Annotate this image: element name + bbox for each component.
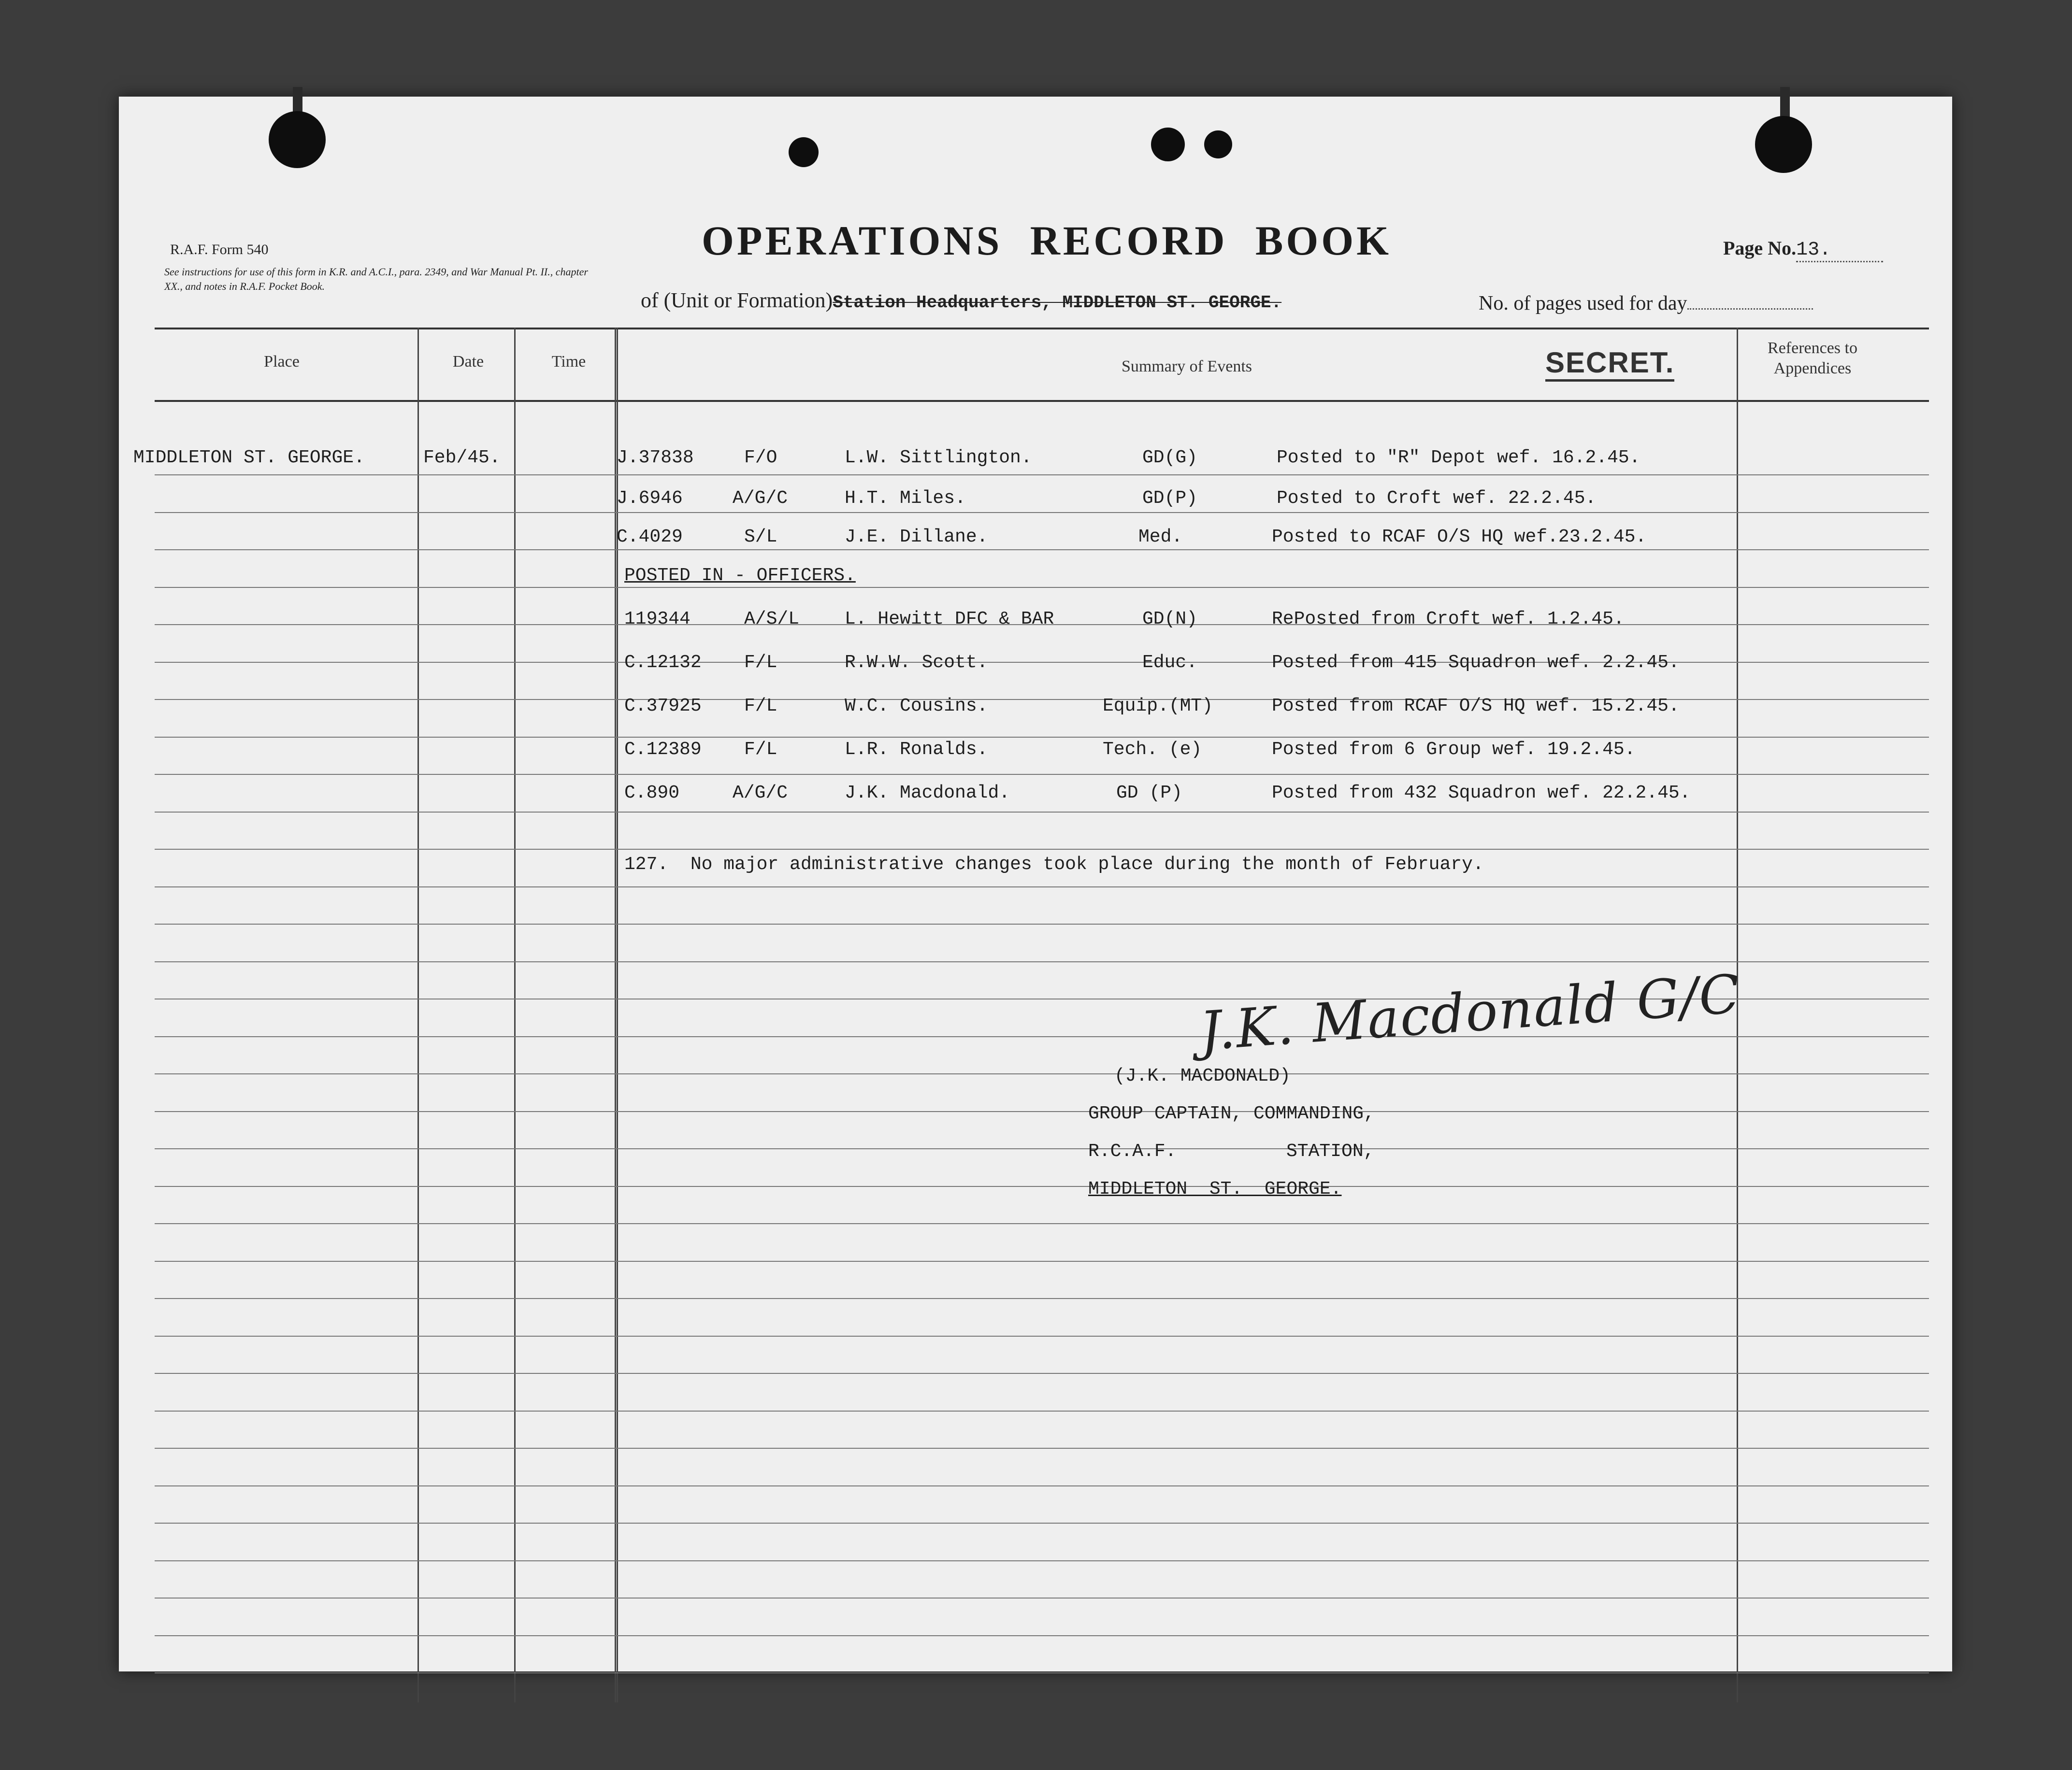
ruled-line: [155, 886, 1929, 887]
branch: GD(G): [1142, 447, 1198, 468]
page-title: OPERATIONS RECORD BOOK: [702, 217, 1392, 264]
ruled-line: [155, 1073, 1929, 1074]
handwritten-signature: J.K. Macdonald G/C: [1197, 963, 1743, 1062]
form-instructions: See instructions for use of this form in K.R. and A.C.I., para. 2349, and War Manual Pt. II., chapter XX., and notes in R.A.F. Pocket Book.: [164, 266, 588, 292]
note-127: 127. No major administrative changes took place during the month of February.: [624, 854, 1484, 875]
rank: F/L: [744, 652, 777, 673]
ruled-line: [155, 1523, 1929, 1524]
ruled-line: [155, 1560, 1929, 1561]
ruled-line: [155, 737, 1929, 738]
officer-name: L.W. Sittlington.: [845, 447, 1032, 468]
officer-name: J.E. Dillane.: [845, 527, 988, 547]
branch: Equip.(MT): [1103, 696, 1213, 716]
column-header-references: References to Appendices: [1768, 339, 1857, 377]
service-number: 119344: [624, 609, 691, 629]
ruled-line: [155, 1298, 1929, 1299]
officer-name: H.T. Miles.: [845, 488, 966, 509]
page-number-value: 13.: [1796, 239, 1883, 262]
rank: A/G/C: [733, 488, 788, 509]
ruled-line: [155, 924, 1929, 925]
pages-used-blank: [1687, 308, 1813, 310]
officer-name: L.R. Ronalds.: [845, 739, 988, 760]
signatory-location: MIDDLETON ST. GEORGE.: [1088, 1179, 1342, 1199]
ruled-line: [155, 1411, 1929, 1412]
column-header-date: Date: [452, 353, 484, 371]
unit-value: Station Headquarters, MIDDLETON ST. GEORGE.: [833, 293, 1282, 313]
rank: F/L: [744, 739, 777, 760]
branch: GD (P): [1116, 783, 1182, 803]
branch: GD(N): [1142, 609, 1198, 629]
ruled-line: [155, 474, 1929, 475]
punch-hole-right: [1755, 116, 1812, 173]
event: Posted from 6 Group wef. 19.2.45.: [1272, 739, 1636, 760]
signatory-station: STATION,: [1286, 1141, 1375, 1162]
ruled-line: [155, 1223, 1929, 1224]
ruled-line: [155, 774, 1929, 775]
event: Posted from 432 Squadron wef. 22.2.45.: [1272, 783, 1691, 803]
officer-name: R.W.W. Scott.: [845, 652, 988, 673]
service-number: C.12389: [624, 739, 702, 760]
ruled-line: [155, 961, 1929, 962]
ruled-line: [155, 1036, 1929, 1037]
ruled-line: [155, 1373, 1929, 1374]
service-number: J.6946: [617, 488, 683, 509]
branch: Educ.: [1142, 652, 1198, 673]
event: Posted to Croft wef. 22.2.45.: [1277, 488, 1597, 509]
column-header-time: Time: [551, 353, 586, 371]
ruled-line: [155, 1598, 1929, 1599]
branch: Med.: [1138, 527, 1183, 547]
rank: A/G/C: [733, 783, 788, 803]
officer-name: L. Hewitt DFC & BAR: [845, 609, 1054, 629]
column-divider-2: [514, 328, 516, 1702]
ruled-line: [155, 512, 1929, 513]
column-divider-1: [417, 328, 419, 1702]
service-number: C.890: [624, 783, 680, 803]
form-number: R.A.F. Form 540: [170, 242, 269, 257]
ruled-line: [155, 1448, 1929, 1449]
unit-line: [641, 288, 1281, 313]
rank: F/L: [744, 696, 777, 716]
punch-hole-mid-1: [789, 137, 819, 167]
pages-used: [1479, 292, 1813, 315]
record-sheet: [119, 97, 1952, 1671]
rank: S/L: [744, 527, 777, 547]
punch-hole-left: [269, 111, 326, 168]
ruled-line: [155, 549, 1929, 550]
punch-hole-mid-3: [1204, 130, 1232, 158]
event: RePosted from Croft wef. 1.2.45.: [1272, 609, 1625, 629]
punch-hole-mid-2: [1151, 128, 1185, 161]
signatory-title: GROUP CAPTAIN, COMMANDING,: [1088, 1103, 1375, 1124]
ruled-line: [155, 1111, 1929, 1112]
place-value: MIDDLETON ST. GEORGE.: [133, 447, 365, 468]
ruled-line: [155, 1186, 1929, 1187]
pages-used-label: No. of pages used for day: [1479, 292, 1687, 314]
officer-name: J.K. Macdonald.: [845, 783, 1010, 803]
signatory-name: (J.K. MACDONALD): [1114, 1066, 1291, 1086]
event: Posted from 415 Squadron wef. 2.2.45.: [1272, 652, 1680, 673]
unit-label: of (Unit or Formation): [641, 288, 833, 312]
column-header-place: Place: [264, 353, 300, 371]
branch: Tech. (e): [1103, 739, 1202, 760]
officer-name: W.C. Cousins.: [845, 696, 988, 716]
date-value: Feb/45.: [423, 447, 501, 468]
branch: GD(P): [1142, 488, 1198, 509]
ruled-line: [155, 849, 1929, 850]
ruled-line: [155, 587, 1929, 588]
event: Posted to "R" Depot wef. 16.2.45.: [1277, 447, 1640, 468]
column-divider-3: [615, 328, 616, 1702]
service-number: C.37925: [624, 696, 702, 716]
header-bottom-rule: [155, 400, 1929, 402]
ruled-line: [155, 1148, 1929, 1149]
secret-stamp: SECRET.: [1545, 346, 1674, 382]
ruled-line: [155, 1336, 1929, 1337]
page-number: [1723, 237, 1883, 262]
ruled-line: [155, 1672, 1929, 1673]
section-heading: POSTED IN - OFFICERS.: [624, 565, 856, 586]
ruled-line: [155, 1485, 1929, 1486]
service-number: C.12132: [624, 652, 702, 673]
rank: A/S/L: [744, 609, 800, 629]
ruled-line: [155, 1635, 1929, 1636]
service-number: C.4029: [617, 527, 683, 547]
page-number-label: Page No.: [1723, 237, 1797, 259]
service-number: J.37838: [617, 447, 694, 468]
event: Posted to RCAF O/S HQ wef.23.2.45.: [1272, 527, 1647, 547]
header-top-rule: [155, 328, 1929, 329]
column-header-summary: Summary of Events: [1121, 357, 1252, 375]
ruled-line: [155, 812, 1929, 813]
rank: F/O: [744, 447, 777, 468]
event: Posted from RCAF O/S HQ wef. 15.2.45.: [1272, 696, 1680, 716]
ruled-line: [155, 1261, 1929, 1262]
signatory-rcaf: R.C.A.F.: [1088, 1141, 1177, 1162]
